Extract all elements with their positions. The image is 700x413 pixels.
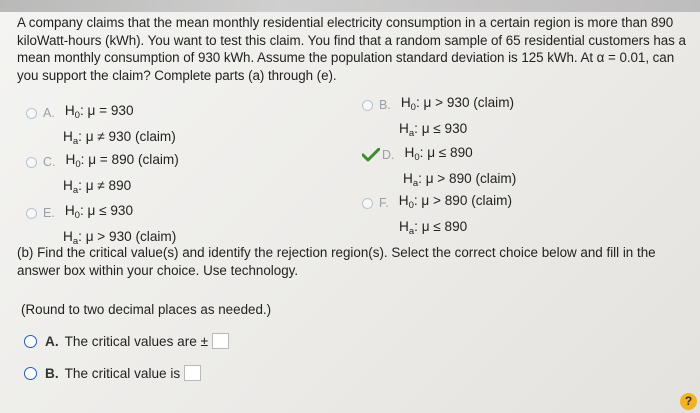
radio-icon[interactable] xyxy=(26,157,37,168)
radio-icon[interactable] xyxy=(26,208,37,219)
option-letter: C. xyxy=(43,154,56,169)
part-b-instruction: (b) Find the critical value(s) and identify the rejection region(s). Select the correct choice below and fill in the answer box within your choice. Use technology. xyxy=(17,245,656,278)
null-hypothesis: $H_0$: μ ≤ 890 xyxy=(404,145,473,163)
option-letter: E. xyxy=(43,205,55,220)
alt-hypothesis: $H_a$: μ ≠ 930 (claim) xyxy=(63,129,176,147)
rounding-note: (Round to two decimal places as needed.) xyxy=(21,302,272,317)
alt-hypothesis: $H_a$: μ ≤ 930 xyxy=(399,121,468,139)
radio-icon[interactable] xyxy=(24,367,37,380)
option-c[interactable] xyxy=(26,149,179,201)
null-hypothesis: $H_0$: μ = 930 xyxy=(64,103,134,121)
null-hypothesis: $H_0$: μ > 930 (claim) xyxy=(400,95,515,113)
alt-hypothesis: $H_a$: μ > 890 (claim) xyxy=(403,171,517,189)
alt-hypothesis: $H_a$: μ ≤ 890 xyxy=(399,219,468,237)
answer-letter: A. xyxy=(45,333,59,349)
answer-option-b[interactable] xyxy=(24,365,201,381)
radio-icon[interactable] xyxy=(362,198,373,209)
help-icon[interactable]: ? xyxy=(680,393,697,410)
option-letter: D. xyxy=(382,147,395,162)
alt-hypothesis: $H_a$: μ ≠ 890 xyxy=(63,178,132,196)
option-a[interactable] xyxy=(26,100,176,152)
option-f[interactable] xyxy=(362,190,512,242)
answer-text: The critical values are ± xyxy=(64,333,209,349)
option-letter: B. xyxy=(379,97,391,112)
answer-letter: B. xyxy=(45,365,59,381)
null-hypothesis: $H_0$: μ ≤ 930 xyxy=(64,203,134,221)
option-b[interactable] xyxy=(362,92,514,144)
answer-option-a[interactable] xyxy=(24,333,229,349)
option-d[interactable] xyxy=(362,142,516,194)
null-hypothesis: $H_0$: μ = 890 (claim) xyxy=(65,152,179,170)
option-letter: F. xyxy=(379,195,389,210)
radio-icon[interactable] xyxy=(24,335,37,348)
checkmark-icon xyxy=(362,148,380,162)
answer-text: The critical value is xyxy=(64,365,181,381)
critical-values-input[interactable] xyxy=(212,333,229,349)
radio-icon[interactable] xyxy=(26,108,37,119)
question-prompt: A company claims that the mean monthly residential electricity consumption in a certain region is more than 890 kiloWatt-hours (kWh). You want to test this claim. You find that a random sample of 65 residential customers has a mean monthly consumption of 930 kWh. Assume the population standard deviation is 125 kWh. At α = 0.01, can you support the claim? Complete parts (a) through (e). xyxy=(17,15,686,83)
critical-value-input[interactable] xyxy=(184,365,201,381)
radio-icon[interactable] xyxy=(362,100,373,111)
alt-hypothesis: $H_a$: μ > 930 (claim) xyxy=(63,229,177,247)
null-hypothesis: $H_0$: μ > 890 (claim) xyxy=(398,193,512,211)
option-letter: A. xyxy=(43,105,55,120)
window-top-edge xyxy=(0,0,700,12)
